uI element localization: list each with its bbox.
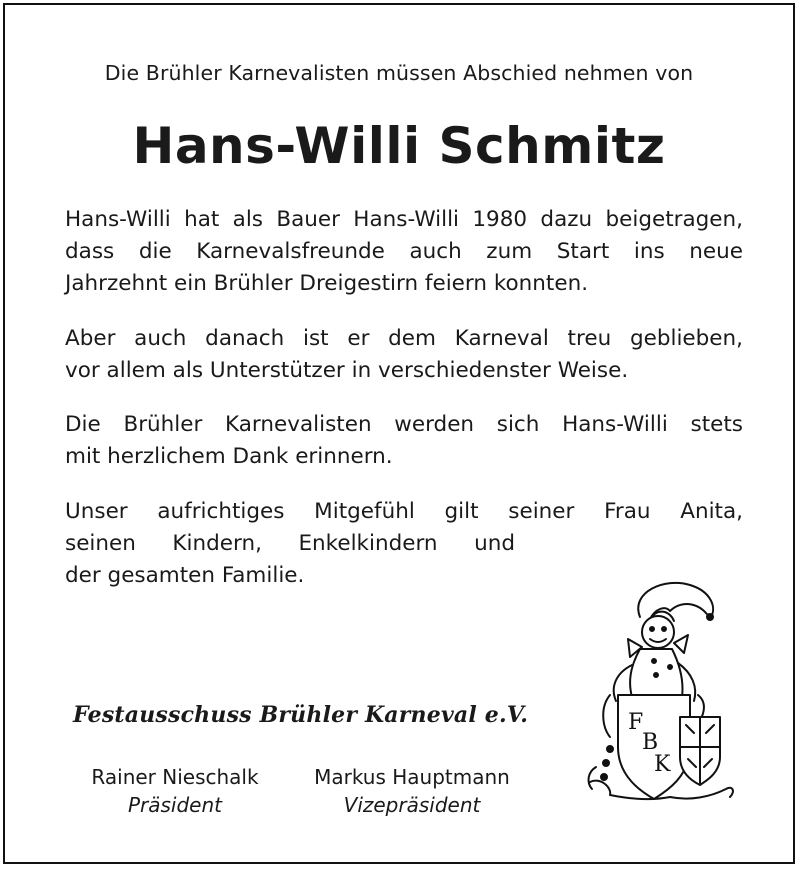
signatory-role: Präsident <box>127 793 223 817</box>
signatory-name: Markus Hauptmann <box>314 765 510 789</box>
signatory-vice-president <box>305 763 519 819</box>
signatory-president <box>77 763 273 819</box>
logo-letter: K <box>654 752 671 777</box>
jester-logo-icon <box>570 577 740 817</box>
logo-letter: B <box>642 730 659 755</box>
signatory-name: Rainer Nieschalk <box>91 765 259 789</box>
paragraph-line: seinen Kindern, Enkelkindern und <box>65 531 515 556</box>
paragraph-line: Jahrzehnt ein Brühler Dreigestirn feiern konnten. <box>65 271 589 296</box>
organization-name: Festausschuss Brühler Karneval e.V. <box>73 702 529 728</box>
paragraph-line: Aber auch danach ist er dem Karneval treu geblieben, <box>65 326 743 351</box>
paragraph-line: Hans-Willi hat als Bauer Hans-Willi 1980 dazu beigetragen, <box>65 207 743 232</box>
paragraph-3 <box>65 409 743 473</box>
paragraph-line: dass die Karnevalsfreunde auch zum Start ins neue <box>65 239 743 264</box>
logo-letter: F <box>628 710 644 735</box>
paragraph-line: vor allem als Unterstützer in verschiedenster Weise. <box>65 358 629 383</box>
paragraph-line: Die Brühler Karnevalisten werden sich Hans-Willi stets <box>65 412 743 437</box>
paragraph-line: mit herzlichem Dank erinnern. <box>65 444 393 469</box>
signatory-role: Vizepräsident <box>343 793 481 817</box>
obituary-notice <box>3 3 795 864</box>
deceased-name: Hans-Willi Schmitz <box>132 117 666 175</box>
paragraph-2 <box>65 323 743 387</box>
paragraph-line: Unser aufrichtiges Mitgefühl gilt seiner Frau Anita, <box>65 499 743 524</box>
paragraph-1 <box>65 204 743 300</box>
intro-line: Die Brühler Karnevalisten müssen Abschied nehmen von <box>104 61 694 85</box>
paragraph-line: der gesamten Familie. <box>65 563 305 588</box>
